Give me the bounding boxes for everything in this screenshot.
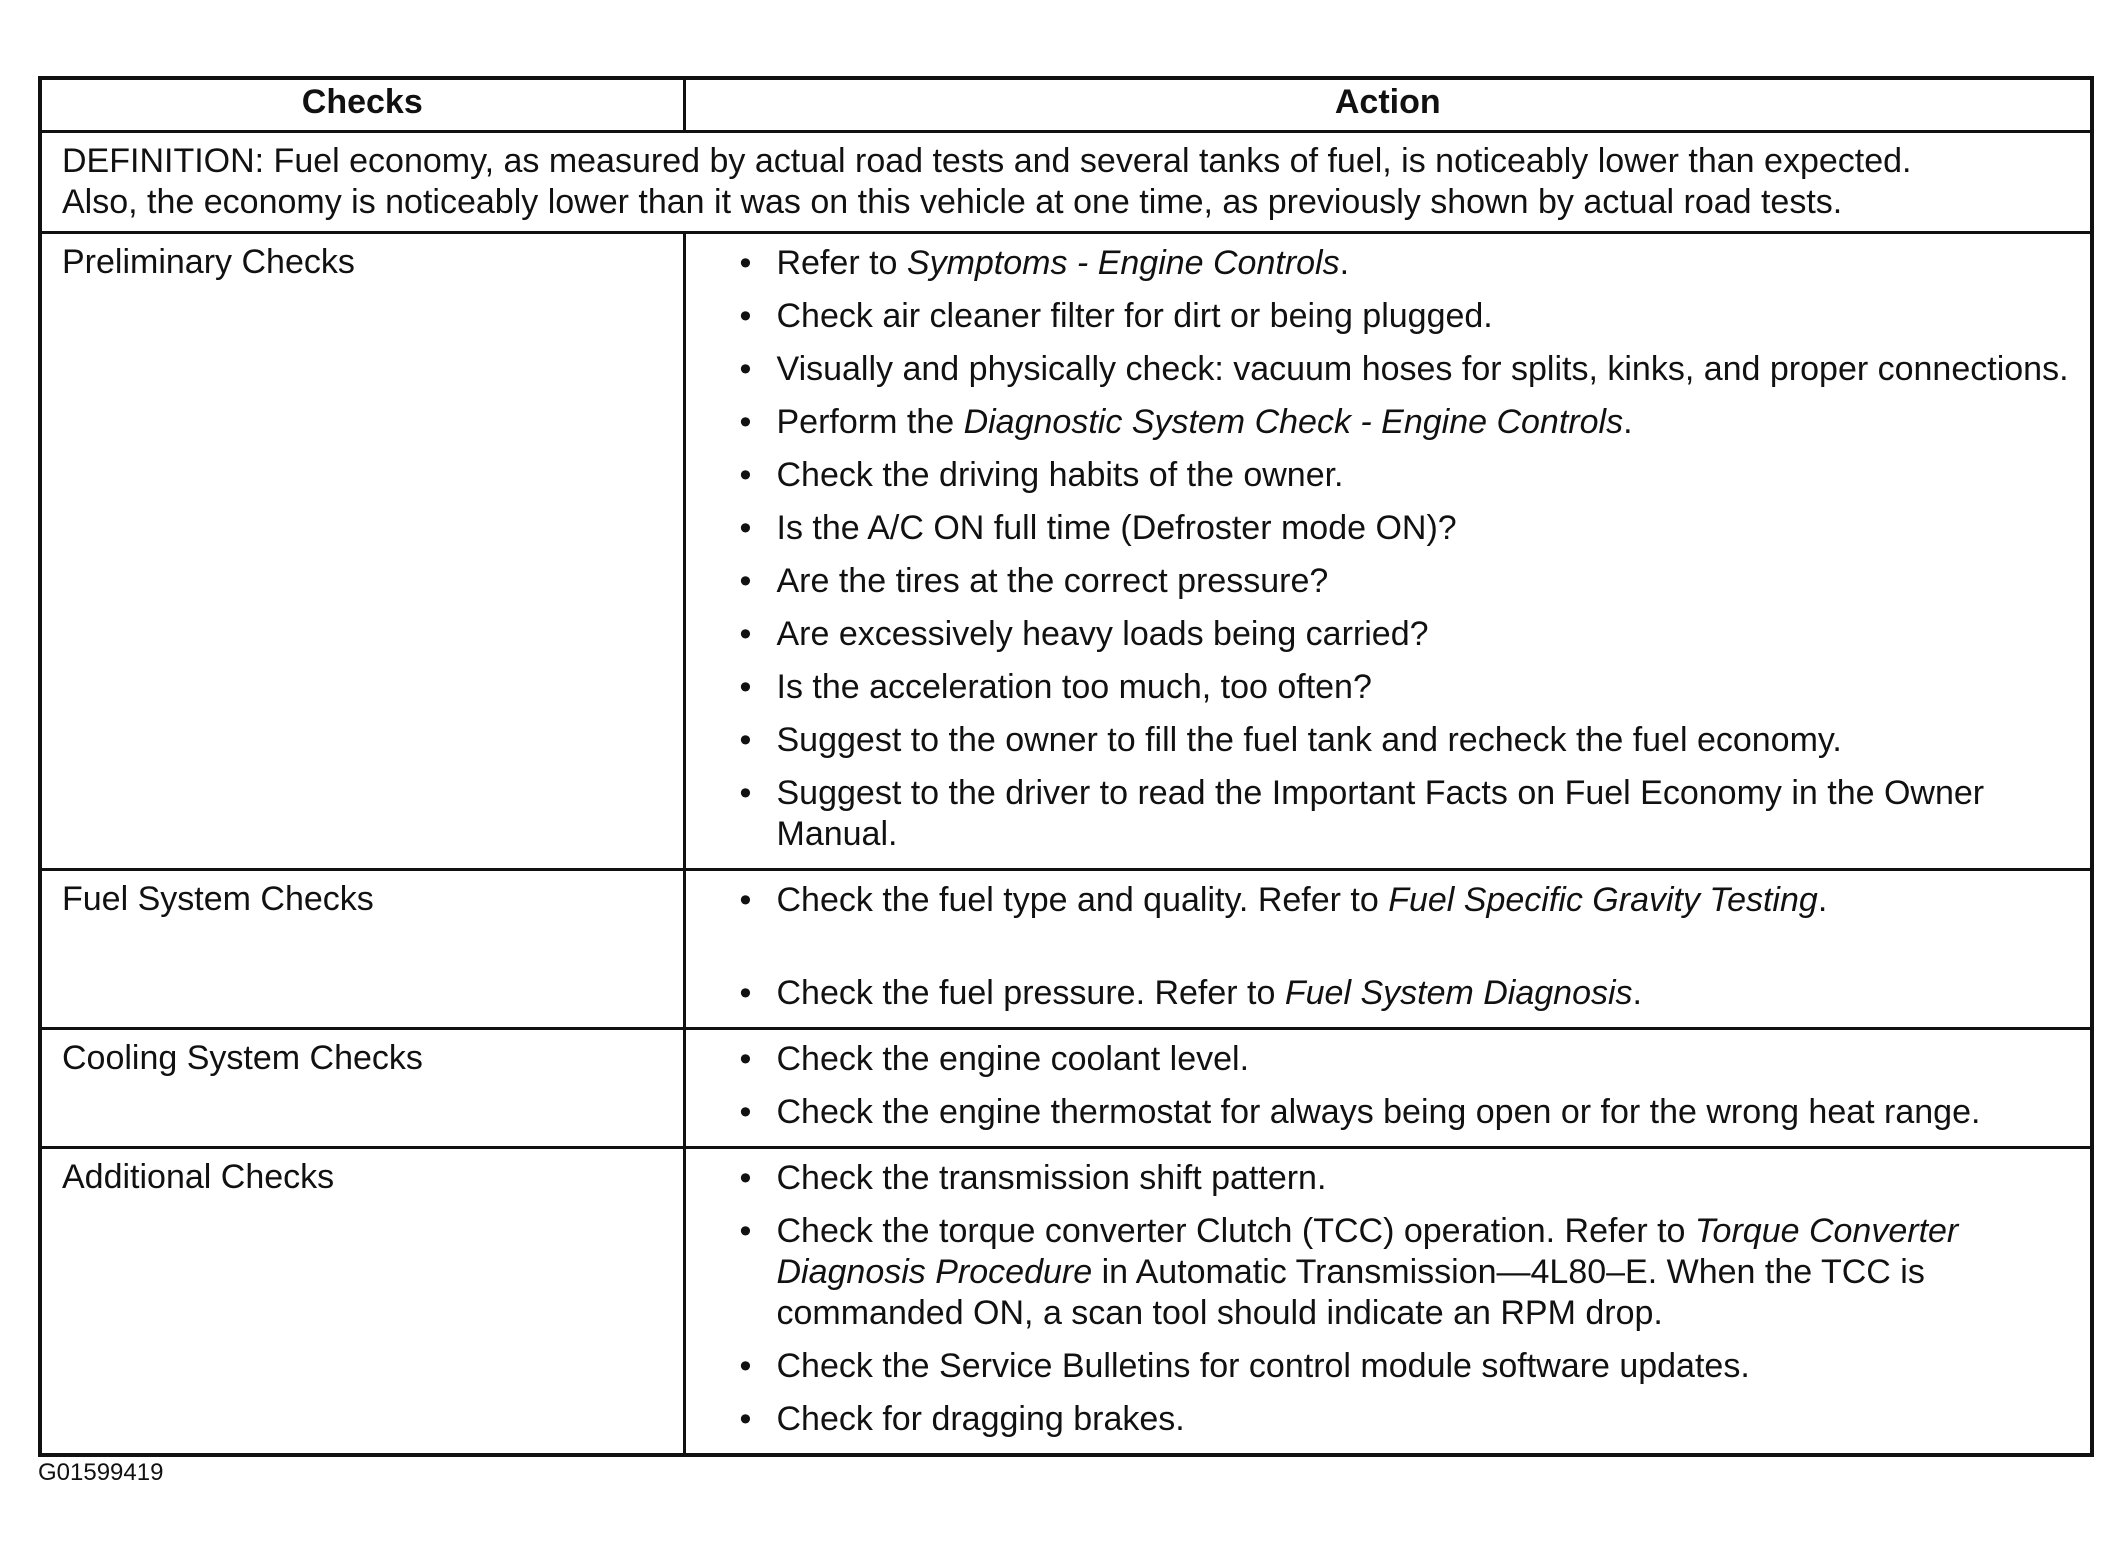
header-action: Action xyxy=(684,78,2092,132)
action-item xyxy=(731,1158,2074,1199)
action-text-tail: in Automatic Transmission—4L80–E. When the TCC is commanded ON, a scan tool should indicate an RPM drop. xyxy=(776,1253,1925,1332)
action-text: Check the engine thermostat for always being open or for the wrong heat range. xyxy=(776,1093,1981,1131)
action-text: Check the fuel type and quality. Refer to xyxy=(776,881,1389,919)
bullet-icon: • xyxy=(739,297,752,335)
action-text-tail: . xyxy=(1623,403,1633,441)
action-text: Are the tires at the correct pressure? xyxy=(776,562,1329,600)
header-checks: Checks xyxy=(40,78,684,132)
check-name: Preliminary Checks xyxy=(40,233,684,870)
reference-link: Diagnostic System Check - Engine Controls xyxy=(963,403,1624,441)
bullet-icon: • xyxy=(739,244,752,282)
action-text: Suggest to the driver to read the Important Facts on Fuel Economy in the Owner Manual. xyxy=(776,774,1985,853)
action-item xyxy=(731,508,2074,549)
action-text: Check the transmission shift pattern. xyxy=(776,1159,1327,1197)
action-item xyxy=(731,880,2074,921)
bullet-icon: • xyxy=(739,1347,752,1385)
action-text-tail: . xyxy=(1339,244,1350,282)
action-list xyxy=(687,235,2090,867)
bullet-icon: • xyxy=(739,509,752,547)
bullet-icon: • xyxy=(739,668,752,706)
action-text: Check the engine coolant level. xyxy=(776,1040,1250,1078)
bullet-icon: • xyxy=(739,615,752,653)
action-item xyxy=(731,1346,2074,1387)
bullet-icon: • xyxy=(739,562,752,600)
action-list xyxy=(687,1031,2090,1145)
bullet-icon: • xyxy=(739,1159,752,1197)
reference-link: Fuel Specific Gravity Testing xyxy=(1388,881,1818,919)
action-list xyxy=(687,872,2090,1026)
bullet-icon: • xyxy=(739,974,752,1012)
action-text-tail: . xyxy=(1817,881,1828,919)
check-row-cooling-system xyxy=(40,1029,2092,1148)
action-item xyxy=(731,243,2074,284)
check-row-fuel-system xyxy=(40,870,2092,1029)
action-item xyxy=(731,402,2074,443)
action-text: Check for dragging brakes. xyxy=(776,1400,1185,1438)
bullet-icon: • xyxy=(739,1093,752,1131)
action-item xyxy=(731,1399,2074,1440)
action-item xyxy=(731,561,2074,602)
figure-id: G01599419 xyxy=(38,1459,164,1486)
action-item xyxy=(731,973,2074,1014)
table-header-row xyxy=(40,78,2092,132)
action-list xyxy=(687,1150,2090,1452)
action-cell xyxy=(684,1148,2092,1456)
check-row-additional xyxy=(40,1148,2092,1456)
action-item xyxy=(731,1092,2074,1133)
action-item xyxy=(731,720,2074,761)
action-text: Is the A/C ON full time (Defroster mode ON)? xyxy=(776,509,1457,547)
bullet-icon: • xyxy=(739,1400,752,1438)
action-text: Check the Service Bulletins for control module software updates. xyxy=(776,1347,1750,1385)
action-cell xyxy=(684,870,2092,1029)
action-item xyxy=(731,296,2074,337)
bullet-icon: • xyxy=(739,721,752,759)
action-text: Check the driving habits of the owner. xyxy=(776,456,1344,494)
action-text-tail: . xyxy=(1632,974,1642,1012)
action-item xyxy=(731,773,2074,855)
bullet-icon: • xyxy=(739,456,752,494)
bullet-icon: • xyxy=(739,350,752,388)
action-cell xyxy=(684,233,2092,870)
action-text: Check the fuel pressure. Refer to xyxy=(776,974,1285,1012)
definition-row xyxy=(40,132,2092,233)
bullet-icon: • xyxy=(739,1212,752,1250)
action-text: Perform the xyxy=(776,403,964,441)
action-item xyxy=(731,667,2074,708)
action-text: Visually and physically check: vacuum hoses for splits, kinks, and proper connections. xyxy=(776,350,2069,388)
check-name: Additional Checks xyxy=(40,1148,684,1456)
reference-link: Fuel System Diagnosis xyxy=(1284,974,1633,1012)
definition-line-1: DEFINITION: Fuel economy, as measured by actual road tests and several tanks of fuel, is noticeably lower than expected. xyxy=(62,142,1912,180)
check-name: Cooling System Checks xyxy=(40,1029,684,1148)
action-text: Suggest to the owner to fill the fuel tank and recheck the fuel economy. xyxy=(776,721,1842,759)
action-item xyxy=(731,455,2074,496)
check-name: Fuel System Checks xyxy=(40,870,684,1029)
action-text: Are excessively heavy loads being carried? xyxy=(776,615,1429,653)
diagnostic-table xyxy=(38,76,2094,1457)
bullet-icon: • xyxy=(739,774,752,812)
action-item xyxy=(731,614,2074,655)
bullet-icon: • xyxy=(739,881,752,919)
action-item xyxy=(731,1039,2074,1080)
action-text: Check the torque converter Clutch (TCC) operation. Refer to xyxy=(776,1212,1695,1250)
action-text: Is the acceleration too much, too often? xyxy=(776,668,1372,706)
action-text: Check air cleaner filter for dirt or being plugged. xyxy=(776,297,1493,335)
action-item xyxy=(731,349,2074,390)
definition-cell xyxy=(40,132,2092,233)
definition-line-2: Also, the economy is noticeably lower than it was on this vehicle at one time, as previously shown by actual road tests. xyxy=(62,183,1843,221)
action-text: Refer to xyxy=(776,244,907,282)
reference-link: Torque Converter Diagnosis Procedure xyxy=(776,1212,1959,1291)
reference-link: Symptoms - Engine Controls xyxy=(906,244,1340,282)
bullet-icon: • xyxy=(739,403,752,441)
bullet-icon: • xyxy=(739,1040,752,1078)
action-cell xyxy=(684,1029,2092,1148)
check-row-preliminary xyxy=(40,233,2092,870)
action-item xyxy=(731,1211,2074,1334)
